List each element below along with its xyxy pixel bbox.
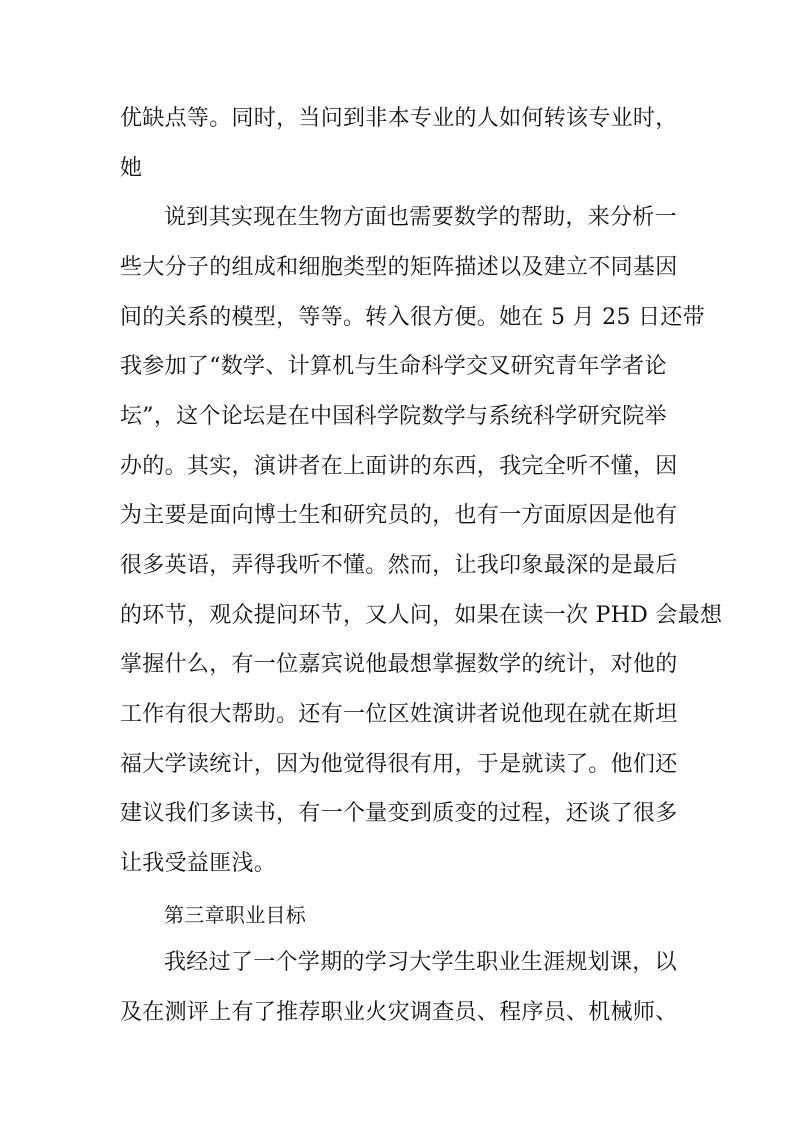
chapter-heading: 第三章职业目标: [164, 903, 307, 927]
paragraph-line: 建议我们多读书，有一个量变到质变的过程，还谈了很多: [120, 801, 678, 826]
paragraph-line: 优缺点等。同时，当问到非本专业的人如何转该专业时，: [120, 106, 678, 131]
paragraph-line: 的环节，观众提问环节，又人问，如果在读一次 PHD 会最想: [120, 603, 723, 628]
paragraph-line: 间的关系的模型，等等。转入很方便。她在 5 月 25 日还带: [120, 305, 705, 330]
paragraph-line: 说到其实现在生物方面也需要数学的帮助，来分析一: [164, 205, 677, 230]
paragraph-line: 她: [120, 156, 143, 181]
paragraph-line: 让我受益匪浅。: [120, 851, 277, 876]
paragraph-line: 办的。其实，演讲者在上面讲的东西，我完全听不懂，因: [120, 454, 678, 479]
paragraph-line: 我参加了“数学、计算机与生命科学交叉研究青年学者论: [120, 354, 667, 379]
paragraph-line: 很多英语，弄得我听不懂。然而，让我印象最深的是最后: [120, 553, 678, 578]
paragraph-line: 及在测评上有了推荐职业火灾调查员、程序员、机械师、: [120, 1000, 678, 1025]
paragraph-line: 为主要是面向博士生和研究员的，也有一方面原因是他有: [120, 503, 678, 528]
paragraph-line: 福大学读统计，因为他觉得很有用，于是就读了。他们还: [120, 752, 678, 777]
paragraph-line: 坛”，这个论坛是在中国科学院数学与系统科学研究院举: [120, 404, 667, 429]
paragraph-line: 些大分子的组成和细胞类型的矩阵描述以及建立不同基因: [120, 255, 678, 280]
paragraph-line: 工作有很大帮助。还有一位区姓演讲者说他现在就在斯坦: [120, 702, 678, 727]
paragraph-line: 掌握什么，有一位嘉宾说他最想掌握数学的统计，对他的: [120, 652, 678, 677]
paragraph-line: 我经过了一个学期的学习大学生职业生涯规划课，以: [164, 950, 677, 975]
